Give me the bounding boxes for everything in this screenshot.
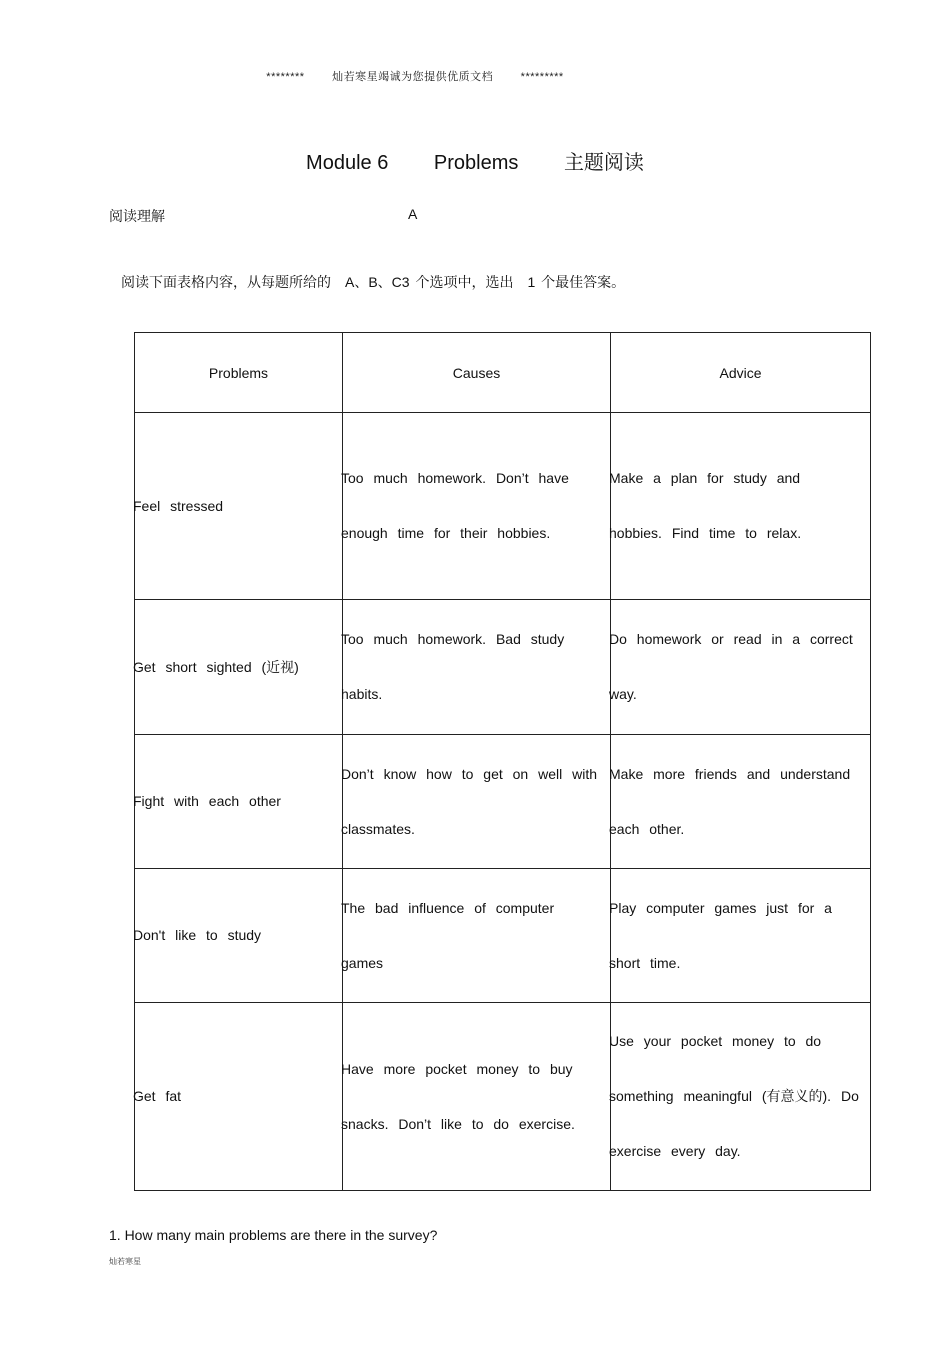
table-row	[135, 869, 871, 1003]
cause-cell: The bad influence of computer games	[343, 869, 611, 1003]
problem-cell: Get short sighted (近视)	[135, 600, 343, 735]
header-problems: Problems	[135, 333, 343, 413]
reading-instruction: 阅读下面表格内容，从每题所给的 A、B、C3 个选项中，选出 1 个最佳答案。	[121, 274, 626, 290]
advice-cell: Use your pocket money to do something meaningful (有意义的). Do exercise every day.	[611, 1003, 871, 1191]
problem-cell: Fight with each other	[135, 735, 343, 869]
advice-cell: Make a plan for study and hobbies. Find time to relax.	[611, 413, 871, 600]
table-row	[135, 413, 871, 600]
survey-table	[134, 332, 871, 1191]
title-topic: Problems	[433, 152, 519, 174]
header-advice: Advice	[611, 333, 871, 413]
problem-cell: Get fat	[135, 1003, 343, 1191]
cause-cell: Too much homework. Don’t have enough time for their hobbies.	[343, 413, 611, 600]
footer-note: 灿若寒星	[109, 1257, 141, 1266]
table-row	[135, 1003, 871, 1191]
table-row	[135, 600, 871, 735]
section-letter: A	[408, 206, 418, 222]
question-1: 1. How many main problems are there in the survey?	[109, 1227, 438, 1243]
header-causes: Causes	[343, 333, 611, 413]
cause-cell: Have more pocket money to buy snacks. Don’t like to do exercise.	[343, 1003, 611, 1191]
problem-cell: Feel stressed	[135, 413, 343, 600]
table-header-row	[135, 333, 871, 413]
title-module: Module 6	[306, 152, 389, 174]
cause-cell: Don’t know how to get on well with classmates.	[343, 735, 611, 869]
document-header-note	[0, 68, 830, 84]
header-stars-right: *********	[520, 71, 564, 83]
section-label: 阅读理解	[109, 208, 165, 224]
advice-cell: Do homework or read in a correct way.	[611, 600, 871, 735]
header-stars-left: ********	[266, 71, 305, 83]
header-text: 灿若寒星竭诚为您提供优质文档	[332, 71, 494, 83]
table-row	[135, 735, 871, 869]
title-subtitle: 主题阅读	[563, 152, 644, 174]
advice-cell: Play computer games just for a short time.	[611, 869, 871, 1003]
advice-cell: Make more friends and understand each other.	[611, 735, 871, 869]
cause-cell: Too much homework. Bad study habits.	[343, 600, 611, 735]
page-title	[0, 146, 950, 175]
problem-cell: Don't like to study	[135, 869, 343, 1003]
